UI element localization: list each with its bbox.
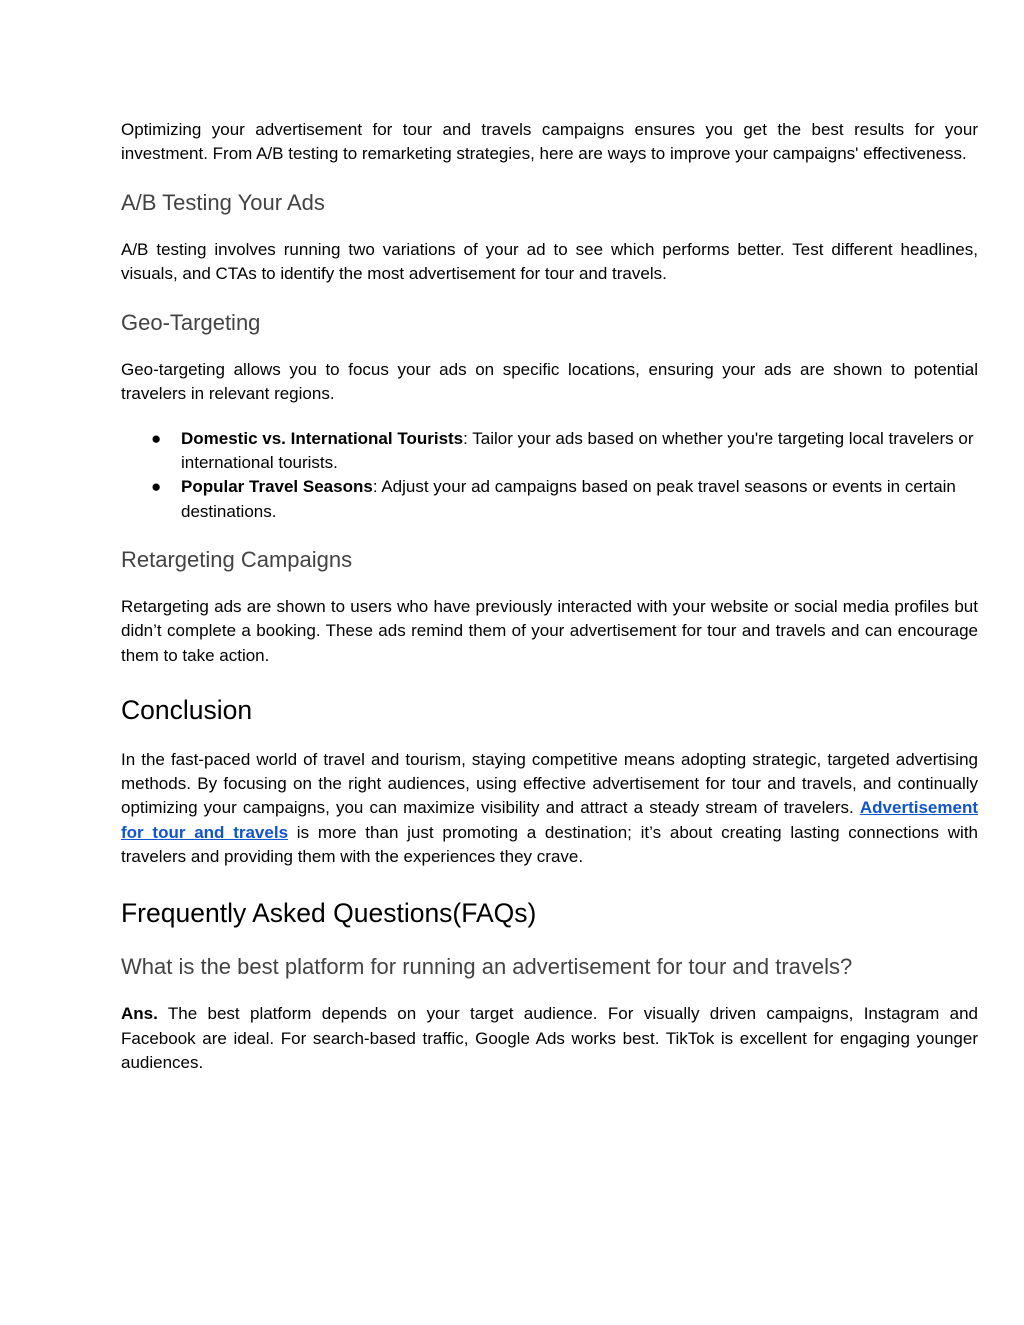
conclusion-heading: Conclusion xyxy=(121,694,253,725)
conclusion-text-after: is more than just promoting a destination; it’s about creating lasting connections with travelers and providing them with the experiences they crave. xyxy=(121,822,979,867)
retargeting-paragraph: Retargeting ads are shown to users who have previously interacted with your website or social media profiles but didn’t complete a booking. These ads remind them of your advertisement for tour and travels and can encourage them to take action. xyxy=(121,596,978,665)
geo-targeting-heading: Geo-Targeting xyxy=(121,310,261,336)
answer-label: Ans. xyxy=(121,1004,158,1024)
answer-text: The best platform depends on your target audience. For visually driven campaigns, Instagram and Facebook are ideal. For search-based traffic, Google Ads works best. TikTok is excellent for engaging younger audiences. xyxy=(121,1004,978,1072)
conclusion-paragraph xyxy=(121,748,978,869)
bullet-term: Domestic vs. International Tourists xyxy=(181,428,464,448)
list-item xyxy=(121,427,978,476)
ab-testing-heading: A/B Testing Your Ads xyxy=(121,189,325,215)
document-body xyxy=(121,118,978,1075)
geo-targeting-paragraph: Geo-targeting allows you to focus your ads on specific locations, ensuring your ads are shown to potential travelers in relevant regions. xyxy=(121,360,978,404)
bullet-term: Popular Travel Seasons xyxy=(181,477,373,497)
bullet-text: : Tailor your ads based on whether you're targeting local travelers or international tourists. xyxy=(181,428,974,473)
list-item xyxy=(121,475,978,524)
bullet-text: : Adjust your ad campaigns based on peak travel seasons or events in certain destinations. xyxy=(181,477,956,521)
ab-testing-paragraph: A/B testing involves running two variations of your ad to see which performs better. Test different headlines, visuals, and CTAs to identify the most advertisement for tour and travels. xyxy=(121,239,978,283)
bullet-icon: ● xyxy=(151,428,162,448)
faq-question: What is the best platform for running an advertisement for tour and travels? xyxy=(121,954,853,980)
intro-paragraph: Optimizing your advertisement for tour and travels campaigns ensures you get the best results for your investment. From A/B testing to remarketing strategies, here are ways to improve your campaigns' effectiveness. xyxy=(121,120,978,164)
faqs-heading: Frequently Asked Questions(FAQs) xyxy=(121,898,537,929)
faq-answer xyxy=(121,1002,978,1075)
advertisement-link[interactable]: Advertisement for tour and travels xyxy=(121,798,978,842)
retargeting-heading: Retargeting Campaigns xyxy=(121,546,353,572)
conclusion-text-before: In the fast-paced world of travel and tourism, staying competitive means adopting strategic, targeted advertising methods. By focusing on the right audiences, using effective advertisement for tour and travels, and continually optimizing your campaigns, you can maximize visibility and attract a steady stream of travelers. xyxy=(121,749,978,818)
bullet-icon: ● xyxy=(151,477,162,497)
geo-targeting-list xyxy=(121,427,978,524)
